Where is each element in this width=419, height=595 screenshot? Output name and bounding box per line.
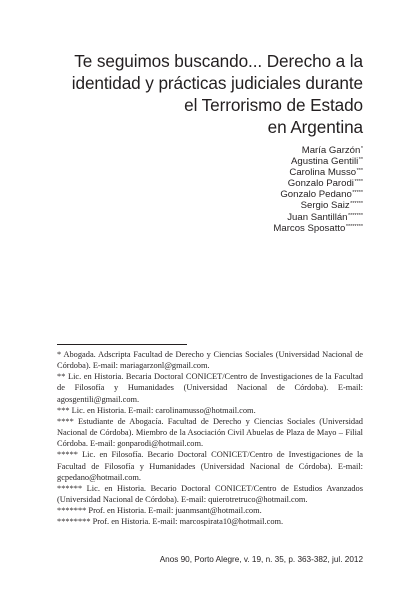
author-footnote-mark[interactable]: ** <box>358 157 363 164</box>
title-line: Te seguimos buscando... Derecho a la <box>74 51 363 71</box>
author-footnote-mark[interactable]: ******* <box>348 212 363 219</box>
footnote: ******* Prof. en Historia. E-mail: juanmsant@hotmail.com. <box>57 506 262 516</box>
footnote: ******** Prof. en Historia. E-mail: marcospirata10@hotmail.com. <box>57 517 284 527</box>
author <box>200 167 363 178</box>
author-name: Sergio Saiz <box>300 200 350 212</box>
title-line: el Terrorismo de Estado <box>184 95 363 115</box>
author-name: Agustina Gentili <box>291 156 359 168</box>
footnote: **** Estudiante de Abogacía. Facultad de Derecho y Ciencias Sociales (Universidad Nacional de Córdoba). Miembro de la Asociación Civil Abuelas de Plaza de Mayo – Filial Córdoba. E-mail: gonparodi@hotmail.com. <box>57 416 363 449</box>
author-list <box>200 145 363 234</box>
author-name: Gonzalo Parodi <box>287 178 354 190</box>
author <box>200 189 363 200</box>
author-name: Carolina Musso <box>289 167 357 179</box>
author-name: Marcos Sposatto <box>273 222 346 234</box>
author-footnote-mark[interactable]: *** <box>356 168 363 175</box>
author-footnote-mark[interactable]: ***** <box>352 190 363 197</box>
title-line: identidad y prácticas judiciales durante <box>71 73 363 93</box>
title-line: en Argentina <box>267 117 363 137</box>
author-footnote-mark[interactable]: ******** <box>345 223 363 230</box>
author <box>200 145 363 156</box>
footnote: ****** Lic. en Historia. Becario Doctoral CONICET/Centro de Estudios Avanzados (Universidad Nacional de Córdoba). E-mail: quierotretruco@hotmail.com. <box>57 483 363 505</box>
footnote: ** Lic. en Historia. Becaria Doctoral CONICET/Centro de Investigaciones de la Facultad de Filosofía y Humanidades (Universidad Nacional de Córdoba). E-mail: agosgentili@gmail.com. <box>57 372 363 404</box>
author <box>200 178 363 189</box>
author-name: Gonzalo Pedano <box>280 189 352 201</box>
author-name: María Garzón <box>301 145 361 156</box>
author-footnote-mark[interactable]: * <box>360 146 363 152</box>
footnote: *** Lic. en Historia. E-mail: carolinamusso@hotmail.com. <box>57 405 256 415</box>
footnote-separator <box>57 344 187 345</box>
author <box>200 156 363 167</box>
author <box>200 223 363 234</box>
author-footnote-mark[interactable]: **** <box>354 179 363 186</box>
footnote: * Abogada. Adscripta Facultad de Derecho y Ciencias Sociales (Universidad Nacional de Córdoba). E-mail: mariagarzonl@gmail.com. <box>57 350 363 371</box>
author-footnote-mark[interactable]: ****** <box>350 201 363 208</box>
article-title <box>40 50 363 138</box>
author-name: Juan Santillán <box>287 211 348 223</box>
footnotes <box>57 349 363 528</box>
footnote: ***** Lic. en Filosofía. Becario Doctoral CONICET/Centro de Investigaciones de la Facultad de Filosofía y Humanidades (Universidad Nacional de Córdoba). E-mail: gcpedano@hotmail.com. <box>57 450 363 482</box>
author <box>200 212 363 223</box>
journal-citation-footer: Anos 90, Porto Alegre, v. 19, n. 35, p. 363-382, jul. 2012 <box>159 555 363 564</box>
author <box>200 200 363 211</box>
